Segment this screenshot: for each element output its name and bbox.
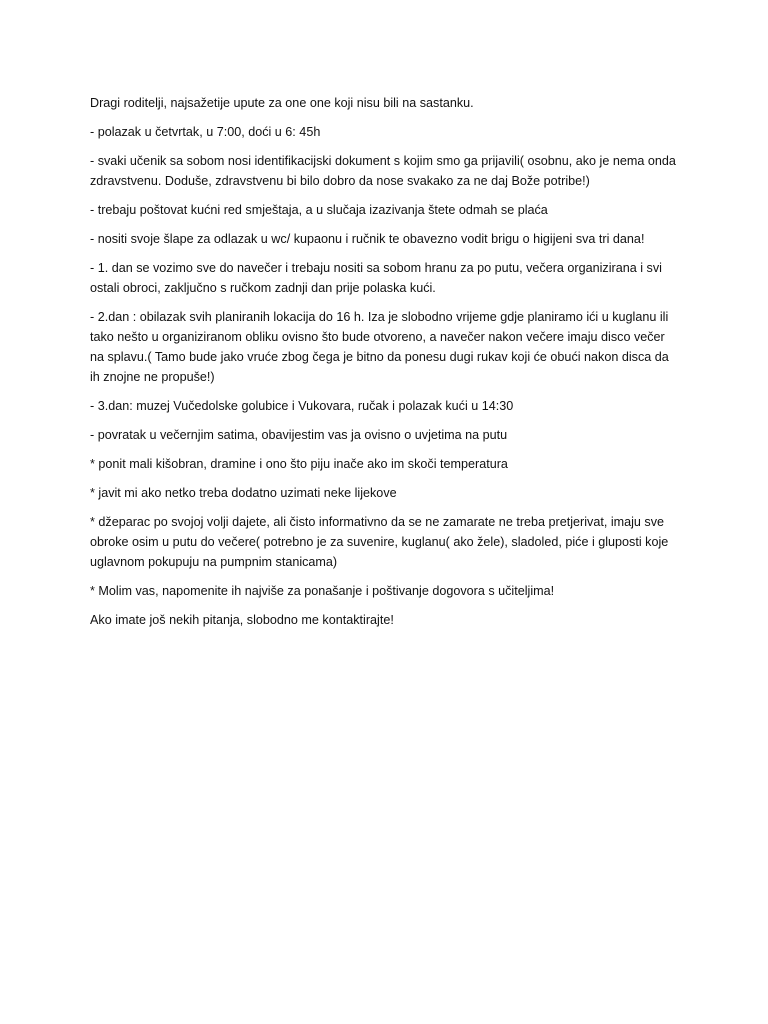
- house-rules-paragraph: - trebaju poštovat kućni red smještaja, a u slučaja izazivanja štete odmah se plaća: [90, 203, 548, 217]
- closing-paragraph: Ako imate još nekih pitanja, slobodno me kontaktirajte!: [90, 613, 394, 627]
- day-one-paragraph: - 1. dan se vozimo sve do navečer i trebaju nositi sa sobom hranu za po putu, večera organizirana i svi ostali obroci, zaključno s ručkom zadnji dan prije polaska kući.: [90, 261, 662, 295]
- day-two-paragraph: - 2.dan : obilazak svih planiranih lokacija do 16 h. Iza je slobodno vrijeme gdje planiramo ići u kuglanu ili tako nešto u organiziranom obliku ovisno što bude otvoreno, a navečer nakon večere imaju disco večer na splavu.( Tamo bude jako vruće zbog čega je bitno da ponesu dugi rukav koji će obući nakon disca da ih znojne ne propuše!): [90, 310, 669, 384]
- pocket-money-paragraph: * džeparac po svojoj volji dajete, ali čisto informativno da se ne zamarate ne treba pretjerivat, imaju sve obroke osim u putu do večere( potrebno je za suvenire, kuglanu( ako žele), sladoled, piće i gluposti koje uglavnom pokupuju na pumpnim stanicama): [90, 515, 669, 569]
- greeting-paragraph: Dragi roditelji, najsažetije upute za one one koji nisu bili na sastanku.: [90, 96, 474, 110]
- departure-paragraph: - polazak u četvrtak, u 7:00, doći u 6: 45h: [90, 125, 321, 139]
- umbrella-note-paragraph: * ponit mali kišobran, dramine i ono što piju inače ako im skoči temperatura: [90, 457, 508, 471]
- slippers-hygiene-paragraph: - nositi svoje šlape za odlazak u wc/ kupaonu i ručnik te obavezno vodit brigu o higijeni sva tri dana!: [90, 232, 645, 246]
- medication-note-paragraph: * javit mi ako netko treba dodatno uzimati neke lijekove: [90, 486, 397, 500]
- document-body: [90, 93, 690, 639]
- day-three-paragraph: - 3.dan: muzej Vučedolske golubice i Vukovara, ručak i polazak kući u 14:30: [90, 399, 514, 413]
- id-document-paragraph: - svaki učenik sa sobom nosi identifikacijski dokument s kojim smo ga prijavili( osobnu, ako je nema onda zdravstvenu. Doduše, zdravstvenu bi bilo dobro da nose svakako za ne daj Bože potribe!): [90, 154, 676, 188]
- behavior-note-paragraph: * Molim vas, napomenite ih najviše za ponašanje i poštivanje dogovora s učiteljima!: [90, 584, 555, 598]
- return-paragraph: - povratak u večernjim satima, obavijestim vas ja ovisno o uvjetima na putu: [90, 428, 508, 442]
